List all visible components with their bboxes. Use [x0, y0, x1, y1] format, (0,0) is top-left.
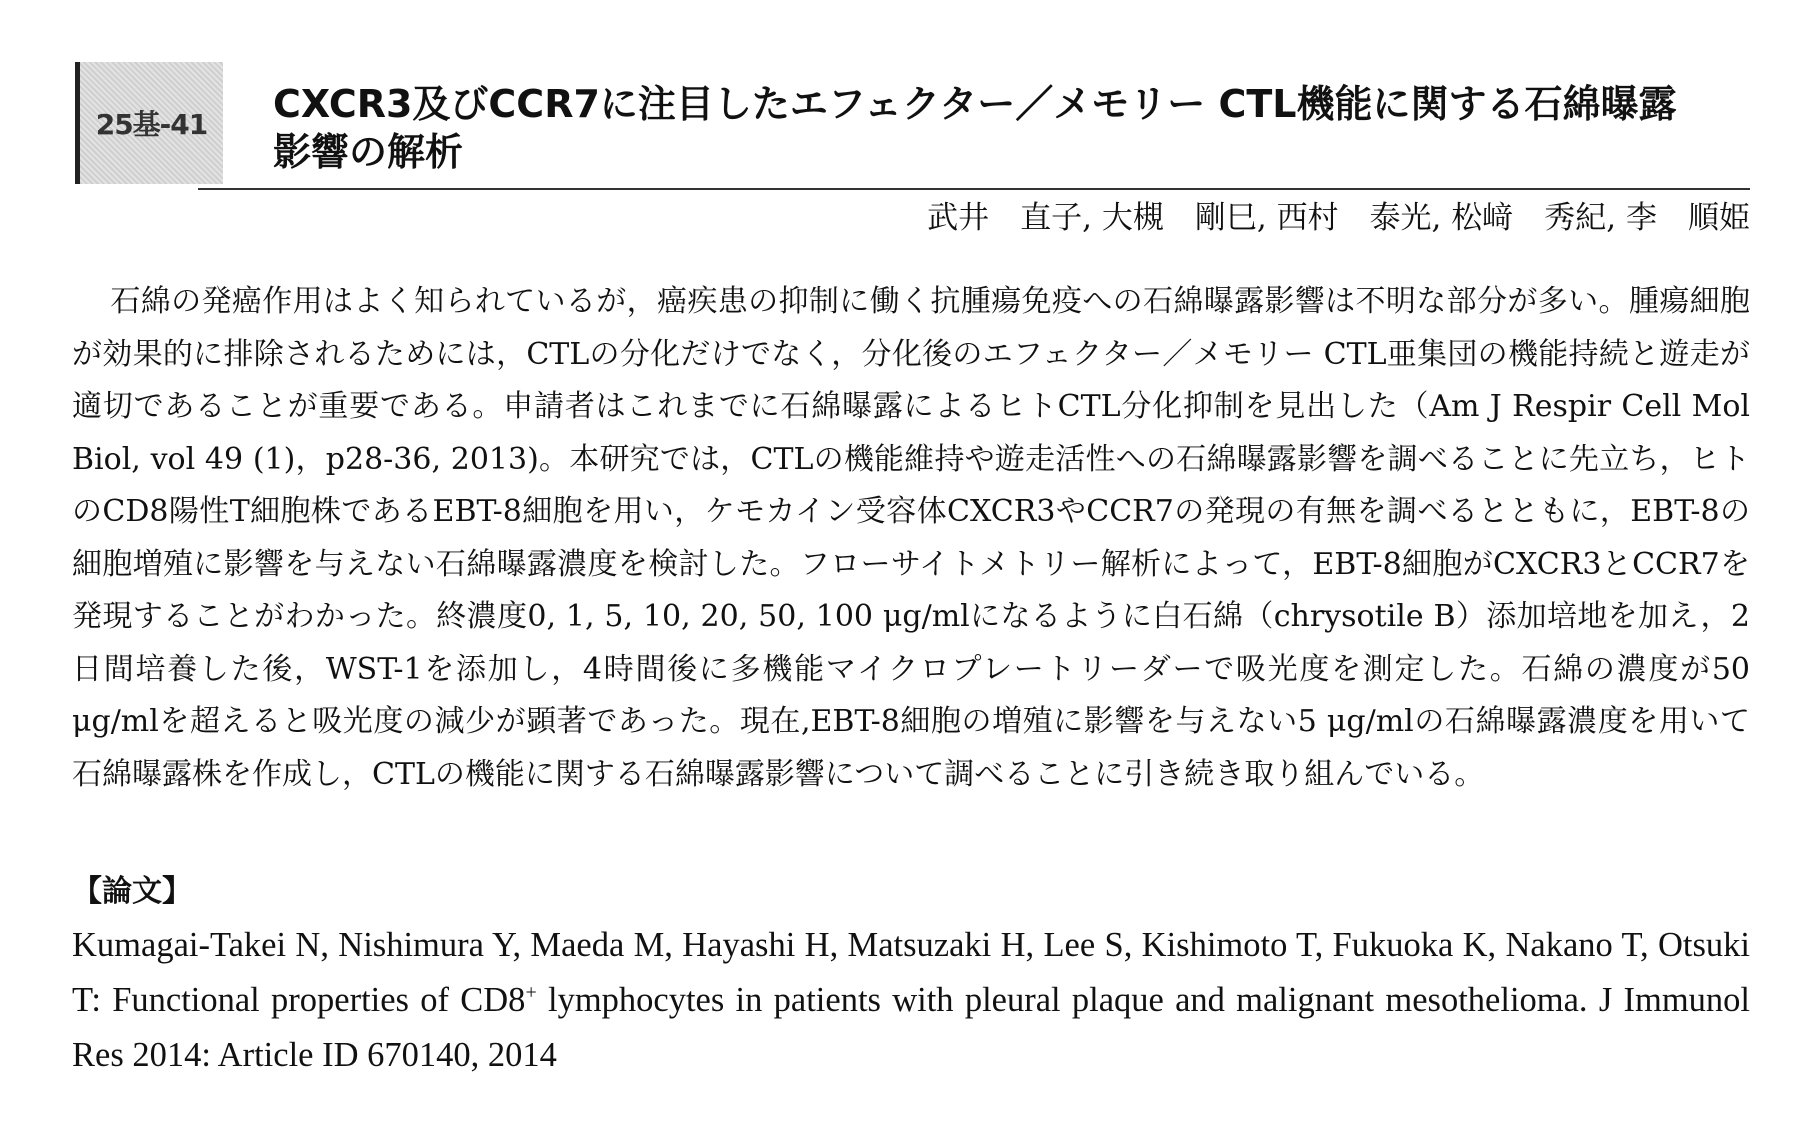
project-id: 25基-41 — [95, 108, 208, 141]
report-title — [273, 80, 1733, 176]
title-line-2: 影響の解析 — [273, 130, 464, 174]
publication-citation — [72, 918, 1750, 1083]
title-divider — [198, 188, 1750, 190]
project-id-badge — [75, 62, 223, 184]
author-name: 大槻 剛巳, — [1101, 200, 1267, 236]
publications-heading: 【論文】 — [72, 874, 192, 909]
author-name: 李 順姫 — [1626, 200, 1750, 236]
citation-text-part-1: Kumagai-Takei N, Nishimura Y, Maeda M, Hayashi H, Matsuzaki H, Lee S, Kishimoto T, Fukuoka K, Nakano T, Otsuki T: Functional properties of CD8 — [72, 926, 1750, 1019]
author-name: 西村 泰光, — [1276, 200, 1442, 236]
author-list — [927, 196, 1750, 240]
title-line-1: CXCR3及びCCR7に注目したエフェクター／メモリー CTL機能に関する石綿曝露 — [273, 82, 1677, 126]
author-name: 松﨑 秀紀, — [1451, 200, 1617, 236]
citation-text-part-2: lymphocytes in patients with pleural plaque and malignant mesothelioma. J Immunol Res 2014: Article ID 670140, 2014 — [72, 981, 1751, 1074]
author-name: 武井 直子, — [927, 200, 1092, 236]
abstract-paragraph — [72, 276, 1750, 801]
abstract-text: 石綿の発癌作用はよく知られているが，癌疾患の抑制に働く抗腫瘍免疫への石綿曝露影響は不明な部分が多い。腫瘍細胞が効果的に排除されるためには，CTLの分化だけでなく，分化後のエフェクター／メモリー CTL亜集団の機能持続と遊走が適切であることが重要である。申請者はこれまでに石綿曝露によるヒトCTL分化抑制を見出した（Am J Respir Cell Mol Biol, vol 49 (1)，p28-36, 2013)。本研究では，CTLの機能維持や遊走活性への石綿曝露影響を調べることに先立ち，ヒトのCD8陽性T細胞株であるEBT-8細胞を用い，ケモカイン受容体CXCR3やCCR7の発現の有無を調べるとともに，EBT-8の細胞増殖に影響を与えない石綿曝露濃度を検討した。フローサイトメトリー解析によって，EBT-8細胞がCXCR3とCCR7を発現することがわかった。終濃度0, 1, 5, 10, 20, 50, 100 μg/mlになるように白石綿（chrysotile B）添加培地を加え，2日間培養した後，WST-1を添加し，4時間後に多機能マイクロプレートリーダーで吸光度を測定した。石綿の濃度が50 μg/mlを超えると吸光度の減少が顕著であった。現在,EBT-8細胞の増殖に影響を与えない5 μg/mlの石綿曝露濃度を用いて石綿曝露株を作成し，CTLの機能に関する石綿曝露影響について調べることに引き続き取り組んでいる。 — [72, 284, 1750, 792]
report-header — [75, 62, 1750, 184]
citation-superscript: + — [525, 981, 537, 1004]
